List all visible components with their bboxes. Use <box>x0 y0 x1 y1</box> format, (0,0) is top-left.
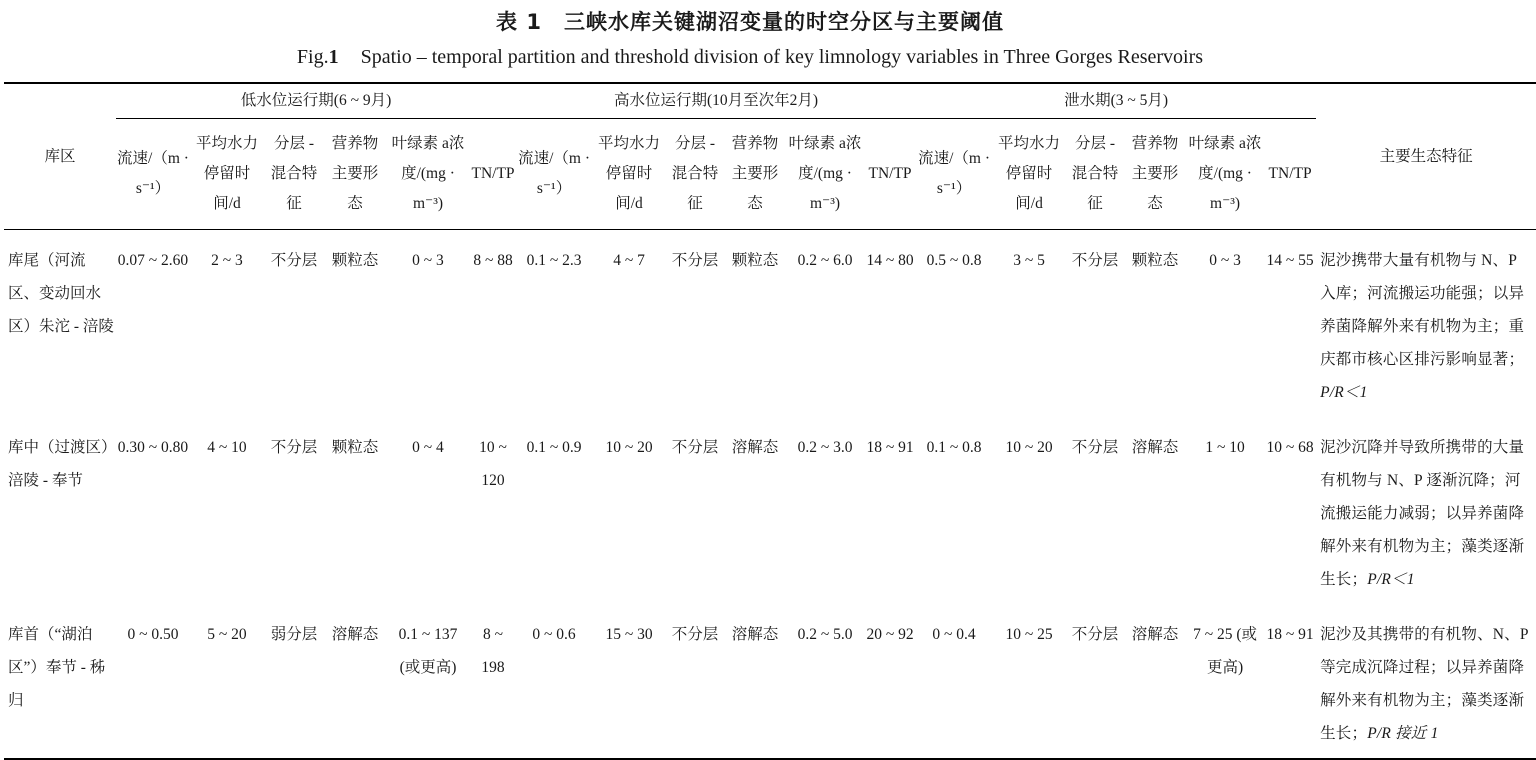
value-cell-retention-time: 10 ~ 25 <box>1005 626 1053 643</box>
figure-label: Fig.1 <box>296 46 339 68</box>
value-cell-stratification: 不分层 <box>1071 252 1119 269</box>
pr-ratio: P/R 接近 1 <box>1367 725 1439 742</box>
ecological-feature-cell <box>1316 417 1536 604</box>
feature-text: 泥沙及其携带的有机物、N、P 等完成沉降过程；以异养菌降解外来有机物为主；藻类逐渐生长； <box>1320 626 1529 742</box>
value-cell-chlorophyll: 7 ~ 25 (或更高) <box>1193 626 1258 676</box>
value-cell-retention-time: 10 ~ 20 <box>1005 439 1053 456</box>
subheader-stratification: 分层 - 混合特征 <box>264 119 324 230</box>
subheader-flow-velocity: 流速/（m · s⁻¹） <box>516 119 592 230</box>
value-cell-nutrient-form: 溶解态 <box>731 626 779 643</box>
value-cell-stratification: 不分层 <box>671 626 719 643</box>
value-cell-flow-velocity: 0.1 ~ 0.9 <box>526 439 582 456</box>
subheader-tn-tp: TN/TP <box>470 119 516 230</box>
ecological-feature-cell <box>1316 604 1536 759</box>
value-cell-nutrient-form: 溶解态 <box>1131 439 1179 456</box>
figure-title-text: Spatio – temporal partition and threshold division of key limnology variables in Three Gorges Reservoirs <box>360 46 1204 68</box>
value-cell-stratification: 弱分层 <box>270 626 318 643</box>
region-cell: 库中（过渡区）涪陵 - 奉节 <box>8 439 109 489</box>
value-cell-flow-velocity: 0.07 ~ 2.60 <box>117 252 189 269</box>
value-cell-stratification: 不分层 <box>270 252 318 269</box>
ecological-feature-cell <box>1316 230 1536 418</box>
value-cell-nutrient-form: 溶解态 <box>331 626 379 643</box>
value-cell-stratification: 不分层 <box>270 439 318 456</box>
subheader-retention-time: 平均水力停留时间/d <box>992 119 1066 230</box>
value-cell-flow-velocity: 0.1 ~ 2.3 <box>526 252 582 269</box>
subheader-stratification: 分层 - 混合特征 <box>1066 119 1124 230</box>
table-title-english <box>0 46 1500 69</box>
value-cell-stratification: 不分层 <box>1071 439 1119 456</box>
subheader-retention-time: 平均水力停留时间/d <box>190 119 264 230</box>
subheader-tn-tp: TN/TP <box>1264 119 1316 230</box>
value-cell-chlorophyll: 0 ~ 3 <box>412 252 444 269</box>
value-cell-chlorophyll: 0 ~ 3 <box>1209 252 1241 269</box>
value-cell-retention-time: 5 ~ 20 <box>207 626 247 643</box>
value-cell-tn-tp: 14 ~ 80 <box>866 252 914 269</box>
subheader-nutrient-form: 营养物主要形态 <box>324 119 386 230</box>
value-cell-tn-tp: 20 ~ 92 <box>866 626 914 643</box>
value-cell-chlorophyll: 0.1 ~ 137 (或更高) <box>398 626 458 676</box>
header-period-low: 低水位运行期(6 ~ 9月) <box>116 83 516 119</box>
value-cell-tn-tp: 14 ~ 55 <box>1266 252 1314 269</box>
value-cell-chlorophyll: 1 ~ 10 <box>1205 439 1245 456</box>
value-cell-tn-tp: 18 ~ 91 <box>866 439 914 456</box>
subheader-tn-tp: TN/TP <box>864 119 916 230</box>
subheader-stratification: 分层 - 混合特征 <box>666 119 724 230</box>
value-cell-nutrient-form: 颗粒态 <box>331 439 379 456</box>
subheader-chlorophyll: 叶绿素 a浓度/(mg · m⁻³) <box>386 119 470 230</box>
value-cell-flow-velocity: 0 ~ 0.50 <box>127 626 179 643</box>
subheader-nutrient-form: 营养物主要形态 <box>724 119 786 230</box>
subheader-retention-time: 平均水力停留时间/d <box>592 119 666 230</box>
table-row <box>4 604 1536 759</box>
value-cell-tn-tp: 18 ~ 91 <box>1266 626 1314 643</box>
value-cell-retention-time: 2 ~ 3 <box>211 252 243 269</box>
feature-text: 泥沙沉降并导致所携带的大量有机物与 N、P 逐渐沉降；河流搬运能力减弱；以异养菌降解外来有机物为主；藻类逐渐生长； <box>1320 439 1525 588</box>
value-cell-tn-tp: 8 ~ 88 <box>473 252 513 269</box>
region-cell: 库尾（河流区、变动回水区）朱沱 - 涪陵 <box>8 252 114 335</box>
value-cell-stratification: 不分层 <box>671 439 719 456</box>
region-cell: 库首（“湖泊区”）奉节 - 秭归 <box>8 626 106 709</box>
table-row <box>4 230 1536 418</box>
value-cell-nutrient-form: 溶解态 <box>731 439 779 456</box>
value-cell-retention-time: 4 ~ 10 <box>207 439 247 456</box>
table-row <box>4 417 1536 604</box>
value-cell-stratification: 不分层 <box>1071 626 1119 643</box>
data-table <box>4 82 1536 760</box>
value-cell-nutrient-form: 颗粒态 <box>331 252 379 269</box>
value-cell-nutrient-form: 颗粒态 <box>1131 252 1179 269</box>
table-title-chinese <box>0 6 1500 36</box>
value-cell-flow-velocity: 0.1 ~ 0.8 <box>926 439 982 456</box>
header-period-drain: 泄水期(3 ~ 5月) <box>916 83 1316 119</box>
value-cell-retention-time: 10 ~ 20 <box>605 439 653 456</box>
value-cell-retention-time: 15 ~ 30 <box>605 626 653 643</box>
value-cell-chlorophyll: 0.2 ~ 3.0 <box>797 439 853 456</box>
table-title-text: 三峡水库关键湖沼变量的时空分区与主要阈值 <box>563 10 1004 34</box>
value-cell-retention-time: 3 ~ 5 <box>1013 252 1045 269</box>
header-period-high: 高水位运行期(10月至次年2月) <box>516 83 916 119</box>
value-cell-flow-velocity: 0.30 ~ 0.80 <box>117 439 189 456</box>
subheader-flow-velocity: 流速/（m · s⁻¹） <box>116 119 190 230</box>
value-cell-tn-tp: 10 ~ 68 <box>1266 439 1314 456</box>
value-cell-chlorophyll: 0 ~ 4 <box>412 439 444 456</box>
pr-ratio: P/R＜1 <box>1367 571 1415 588</box>
value-cell-retention-time: 4 ~ 7 <box>613 252 645 269</box>
header-feature: 主要生态特征 <box>1316 83 1536 230</box>
value-cell-tn-tp: 10 ~ 120 <box>479 439 507 489</box>
value-cell-tn-tp: 8 ~ 198 <box>481 626 505 676</box>
value-cell-flow-velocity: 0 ~ 0.6 <box>532 626 576 643</box>
value-cell-nutrient-form: 溶解态 <box>1131 626 1179 643</box>
value-cell-stratification: 不分层 <box>671 252 719 269</box>
subheader-flow-velocity: 流速/（m · s⁻¹） <box>916 119 992 230</box>
subheader-chlorophyll: 叶绿素 a浓度/(mg · m⁻³) <box>1186 119 1264 230</box>
value-cell-nutrient-form: 颗粒态 <box>731 252 779 269</box>
value-cell-chlorophyll: 0.2 ~ 5.0 <box>797 626 853 643</box>
value-cell-flow-velocity: 0 ~ 0.4 <box>932 626 976 643</box>
value-cell-chlorophyll: 0.2 ~ 6.0 <box>797 252 853 269</box>
pr-ratio: P/R＜1 <box>1320 384 1368 401</box>
value-cell-flow-velocity: 0.5 ~ 0.8 <box>926 252 982 269</box>
subheader-chlorophyll: 叶绿素 a浓度/(mg · m⁻³) <box>786 119 864 230</box>
table-number: 表 1 <box>496 10 542 34</box>
header-region: 库区 <box>4 83 116 230</box>
feature-text: 泥沙携带大量有机物与 N、P 入库；河流搬运功能强；以异养菌降解外来有机物为主；重庆都市核心区排污影响显著； <box>1320 252 1525 368</box>
subheader-nutrient-form: 营养物主要形态 <box>1124 119 1186 230</box>
